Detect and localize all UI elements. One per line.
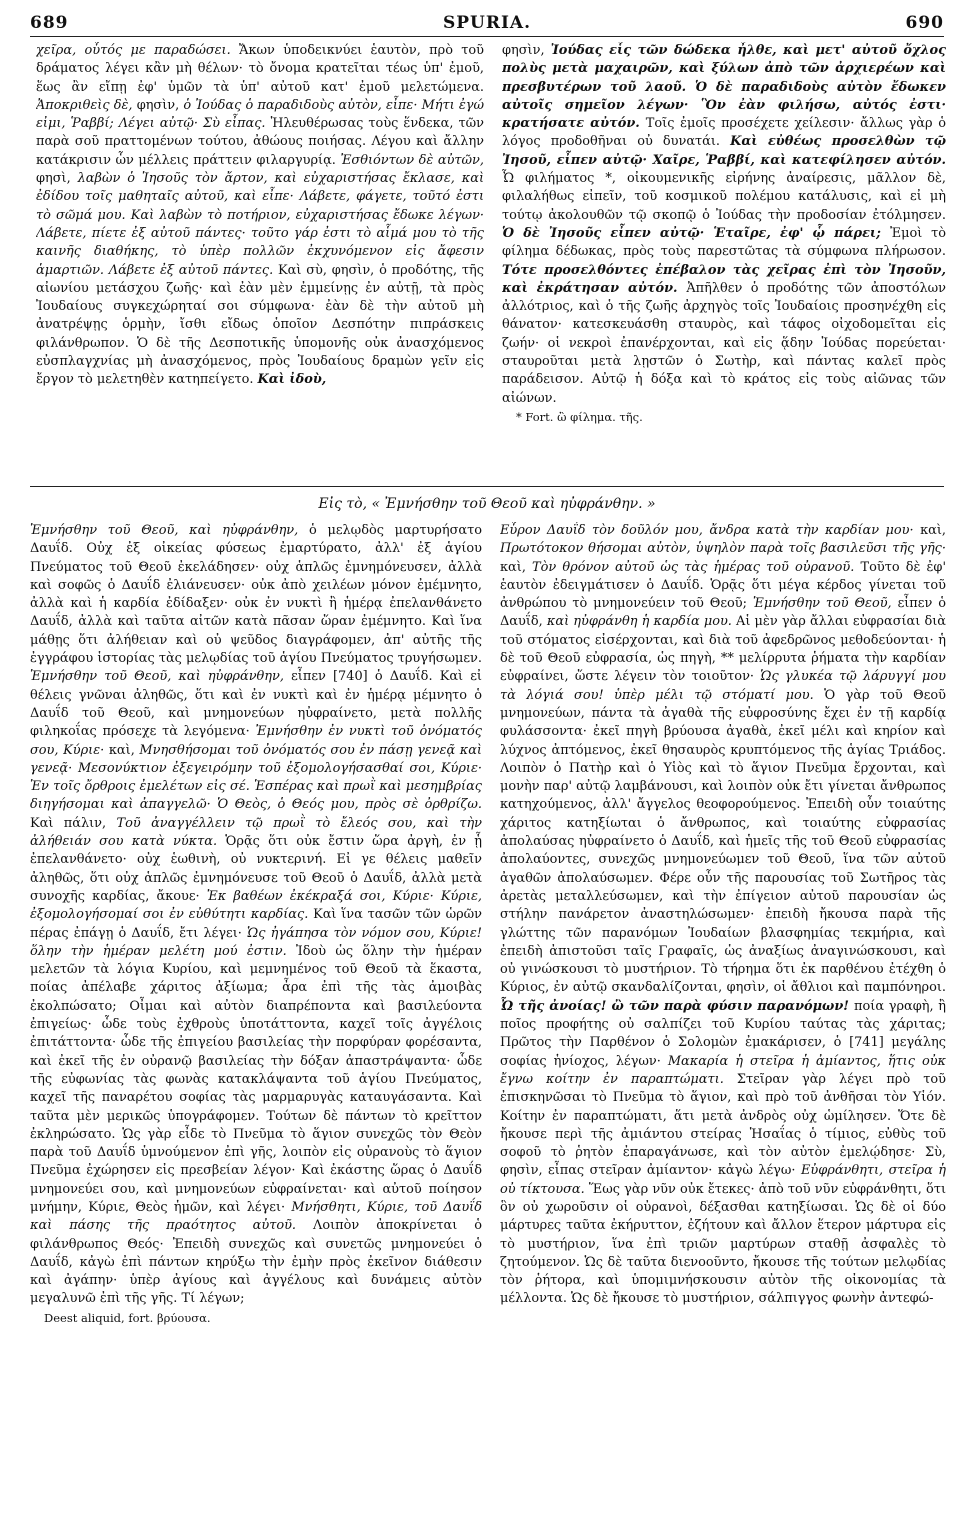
text-run: [740]: [333, 669, 368, 685]
text-run: ὁ μελῳδὸς μαρτυρήσατο Δαυΐδ. Οὐχ ἐξ οἰκείας φύσεως ἐμαρτύρατο, ἀλλ' ἐξ ἁγίου Πνεύματος τοῦ Θεοῦ ἐκελάδησεν· οὐχ ἁπλῶς ἐμνημόνευσεν, ἀλλὰ καὶ σοφῶς ὁ Δαυΐδ ἐλιάνευσεν· οὐκ ἀπὸ χειλέων μόνον ἐμέμνητο, ἀλλὰ καὶ ἡ καρδία ἐδίδαξεν· οὐκ ἐν νυκτὶ ἢ ἡμέρᾳ ἐπελανθάνετο Δαυΐδ, ἀλλὰ καὶ ταῦτα αἰτῶν κατὰ πᾶσαν ὥραν ἐμέμνητο. Καὶ ἵνα μάθῃς ὅτι ἀλήθειαν καὶ οὐ ψεῦδος διαγράφομεν, ἀπ' αὐτῆς τῆς ἐγγράφου ἱστορίας τὰς μελῳδίας τοῦ ἁγίου Πνεύματος τρυγήσωμεν.: [30, 523, 482, 667]
text-run: καὶ,: [108, 742, 140, 758]
text-run: Στεῖραν γὰρ λέγει πρὸ τοῦ ἐπισκηνῶσαι τὸ Πνεῦμα τὸ ἅγιον, καὶ πρὸ τοῦ ἀνθῆσαι τὸν Υἱόν. Κοίτην ἐν παραπτώματι, ἅτι μετὰ ἀνδρὸς οὐχ ὡμίλησεν. Ὅτε δὲ ἤκουσε περὶ τῆς ἀμιάντου στείρας Ἡσαΐας ὁ τίμιος, εὐθὺς τοῦ σοφοῦ τὸ ῥητὸν ἐπαραγάνωσε, καὶ τὸν αὐτὸν ἐμελῴδησε· Σὺ, φησὶν, εἶπας στεῖραν ἀμίαντον· κἀγὼ λέγω·: [500, 1071, 946, 1179]
left-page-number: 689: [30, 13, 69, 33]
text-run: Ὦ τῆς ἀνοίας! ὢ τῶν παρὰ φύσιν παρανόμων!: [500, 998, 855, 1014]
top-left-text: [36, 42, 484, 390]
text-run: φησὶν,: [502, 43, 551, 58]
running-title: SPURIA.: [442, 13, 532, 33]
bottom-left-text: [30, 522, 482, 1309]
text-run: Καὶ σὺ, φησὶν, ὁ προδότης, τῆς αἰωνίου μετάσχου ζωῆς· καὶ ἐὰν μὲν ἐμμείνῃς ἐν αὐτῇ, τὰ πρὸς Ἰουδαίους συγκεχώρηταί σοι σύμφωνα· ἐὰν δὲ τὴν αὐτοῦ μὴ ἀνατρέψῃς ὁρμὴν, ἴσθι εἴδως ὁποῖον Δεσπότην πιπράσκεις φιλάνθρωπον. Ὁ δὲ τῆς Δεσποτικῆς ὑπομονῆς οὐκ ἀνασχόμενος εὐσπλαγχνίας μὴ ἀνασχόμενος, πρὸς Ἰουδαίους δραμὼν γεῖν εἰς ἔργον τὸ μελετηθὲν κατηπείγετο.: [36, 262, 484, 388]
text-run: ποία γραφὴ, ἢ ποῖος προφήτης οὐ σαλπίζει τοῦ Κυρίου ταύτας τὰς χάριτας; Πρῶτος τὴν Παρθένον ὁ Σολομὼν ἐμακάρισεν, ὁ: [500, 998, 946, 1051]
section-divider: [30, 486, 944, 487]
text-run: Ὁ γὰρ τοῦ Θεοῦ μνημονεύων, πάντα τὰ ἀγαθὰ τῆς εὐφροσύνης ἔχει ἐν τῇ καρδίᾳ φυλάσσοντα· ἐκεῖ πηγὴ βρύουσα ἀγαθὰ, ἐκεῖ μέλι καὶ κηρίον καὶ λύχνος ἀπτόμενος, ἐκεῖ θησαυρὸς κρυπτόμενος τῆς ἁγίας Τριάδος. Λοιπὸν ὁ Πατὴρ καὶ ὁ Υἱὸς καὶ τὸ ἅγιον Πνεῦμα ἔρχονται, καὶ μονὴν παρ' αὐτῷ λαμβάνουσι, καὶ λοιπὸν οὐκ ἔτι γίνεται ἄνθρωπος κατηχούμενος, ἀλλ' ἄγγελος θεοφορούμενος. Ἐπειδὴ οὖν τοιαύτης χάριτος κατηξίωται ὁ ἄνθρωπος, καὶ τοιαύτης εὐφρασίας ἀπολαύσας ηὐφραίνετο ὁ Δαυΐδ, καὶ ἡμεῖς τῆς τοῦ Θεοῦ εὐφρασίας ἀπολαύοντες, συνεχῶς μνημονεύωμεν τοῦ Θεοῦ, ἵνα τῶν αὐτοῦ ἀγαθῶν ἀπολαύσωμεν. Φέρε οὖν τῆς παρουσίας τοῦ Σωτῆρος τὰς ἀρετὰς μεταλλεύσωμεν, καὶ τὴν ἐπίγειον αὐτοῦ παρουσίαν ὡς στήλην πανάρετον ἀναστηλώσωμεν· ἐπειδὴ ἤκουσα παρὰ τῆς γλώττης τῶν παρανόμων Ἰουδαίων βλασφημίας τεκμήρια, καὶ ἐπειδὴ ἀπιστοῦσι ταῖς Γραφαῖς, ὡς ἀναξίως ἀναγινώσκουσι, καὶ οὐ γινώσκουσι τὸ μυστήριον. Τὸ τήρημα ὅτι ἐκ παρθένου ἐτέχθη ὁ Κύριος, ἐν αὐτῷ σκανδαλίζονται, φησὶν, οἱ ἄθλιοι καὶ παμπόνηροι.: [500, 687, 946, 996]
text-run: εἶπεν: [291, 669, 334, 685]
top-right-column: [502, 42, 946, 482]
text-run: καὶ,: [920, 523, 946, 538]
text-run: Καὶ πάλιν,: [30, 815, 117, 831]
text-run: Ἐμνήσθην τοῦ Θεοῦ, καὶ ηὐφράνθην,: [30, 669, 292, 685]
text-run: Μνήσθητι, Κύριε, τοῦ Δαυΐδ καὶ πάσης τῆς πραότητος αὐτοῦ.: [30, 1199, 482, 1234]
text-run: Πρωτότοκον θήσομαι αὐτὸν, ὑψηλὸν παρὰ τοῖς βασιλεῦσι τῆς γῆς·: [500, 541, 946, 557]
text-run: εἶπεν ὁ Δαυΐδ,: [500, 596, 946, 630]
bottom-left-column: [30, 522, 482, 1530]
text-run: μεγάλης σοφίας ἡνίοχος, λέγων·: [500, 1035, 946, 1069]
text-run: Καὶ ἰδοὺ,: [257, 372, 327, 388]
text-run: φησὶ,: [36, 171, 78, 187]
text-run: Λοιπὸν ἀποκρίνεται ὁ φιλάνθρωπος Θεός· Ἐπειδὴ συνεχῶς καὶ συνετῶς μνημονεύει ὁ Δαυΐδ, κἀγὼ ἐπὶ πάντων κηρύξω τὴν ἐμὴν πρὸς ἐκεῖνον διάθεσιν καὶ ἀγάπην· ὑπὲρ ἀγίους καὶ ἀγγέλους καὶ δυνάμεις αὐτὸν μεγαλυνῶ ἐπὶ τῆς γῆς. Τί λέγων;: [30, 1218, 482, 1307]
section-title: Εἰς τὸ, « Ἐμνήσθην τοῦ Θεοῦ καὶ ηὐφράνθην. »: [318, 496, 656, 512]
text-run: Ὦ φιλήματος *, οἰκουμενικῆς εἰρήνης ἀναίρεσις, μᾶλλον δὲ, φιλαλήθως εἰπεῖν, τοῦ κοσμικοῦ πολέμου κατάλυσις, καὶ εἰ μὴ τούτῳ ἀκολουθῶν τῷ σκοπῷ ὁ Ἰούδας τὴν προδοσίαν ἐτόλμησεν.: [502, 171, 946, 223]
top-left-column: [36, 42, 484, 482]
page-header: [30, 10, 944, 37]
text-run: Ἰούδας εἷς τῶν δώδεκα ἦλθε, καὶ μετ' αὐτοῦ ὄχλος πολὺς μετὰ μαχαιρῶν, καὶ ξύλων ἀπὸ τῶν ἀρχιερέων καὶ πρεσβυτέρων τοῦ λαοῦ. Ὁ δὲ παραδιδοὺς αὐτὸν ἔδωκεν αὐτοῖς σημεῖον λέγων· Ὃν ἐὰν φιλήσω, αὐτός ἐστι· κρατήσατε αὐτόν.: [502, 43, 946, 132]
bottom-left-footnote: Deest aliquid, fort. βρύουσα.: [44, 1310, 211, 1325]
top-right-footnote: * Fort. ὢ φίλημα. τῆς.: [516, 409, 643, 424]
text-run: Ἕως γὰρ νῦν οὐκ ἔτεκες· ἀπὸ τοῦ νῦν εὐφράνθητι, ὅτι ὃν οὐ χωροῦσιν οἱ οὐρανοὶ, δέξασθαι κατηξίωσαι. Ὡς δὲ οἱ δύο μάρτυρες ταῦτα ἐκήρυττον, ἐζήτουν καὶ ἄλλον ἕτερον μάρτυρα εἰς τὸ μυστήριον, ἵνα ἐπὶ τριῶν μαρτύρων σταθῇ ἀσφαλὲς τὸ ζητούμενον. Ὡς δὲ ταῦτα διενοοῦντο, ἤκουσε τῆς τούτων μελῳδίας τὸν ῥήτορα, καὶ ὑπομιμνήσκουσιν αὐτὸν τῆς οἰκονομίας τὰ μέλλοντα. Ὡς δὲ ἤκουσε τὸ μυστήριον, σάλπιγγος φωνὴν ἀντεφώ-: [500, 1181, 946, 1307]
text-run: Ὁ δὲ Ἰησοῦς εἶπεν αὐτῷ· Ἑταῖρε, ἐφ' ᾧ πάρει;: [502, 225, 891, 241]
text-run: Ἐμοὶ τὸ φίλημα δέδωκας, πρὸς τοὺς παρεστῶτας τὰ σύμφωνα πλήρωσον.: [502, 225, 946, 260]
text-run: Ἠλευθέρωσας τοὺς ἕνδεκα, τῶν παρὰ σοῦ πραττομένων τούτου, ἀθώους ποιήσας. Λέγου καὶ ἄλλην κατάκρισιν ὧν μέλλεις πράττειν φιλαργυρίᾳ.: [36, 116, 484, 168]
text-run: ὁ Δαυΐδ. Καὶ εἰ θέλεις γνῶναι ἀληθῶς, ὅτι καὶ ἐν νυκτὶ καὶ ἐν ἡμέρᾳ μέμνητο ὁ Δαυΐδ τοῦ Θεοῦ, καὶ μνημονεύων ηὐφραίνετο, μετὰ πολλῆς φιληκοΐας πρόσεχε τὰ λεγόμενα·: [30, 669, 482, 740]
text-run: Ὡς γλυκέα τῷ λάρυγγί μου τὰ λόγιά σου! ὑπὲρ μέλι τῷ στόματί μου.: [500, 669, 946, 703]
text-run: Ὁρᾷς ὅτι οὐκ ἔστιν ὥρα ἀργὴ, ἐν ᾗ ἐπελανθάνετο· οὐχ ἑωθινὴ, οὐ νυκτερινή. Εἰ γε θέλεις μαθεῖν ἀληθῶς, ὅτι οὐχ ἁπλῶς ἐμνημόνευσε τοῦ Θεοῦ ὁ Δαυΐδ, ἀλλὰ μετὰ συνοχῆς καρδίας, ἄκουε·: [30, 834, 482, 904]
text-run: Καὶ εὐθέως προσελθὼν τῷ Ἰησοῦ, εἶπεν αὐτῷ· Χαῖρε, Ῥαββί, καὶ κατεφίλησεν αὐτόν.: [502, 134, 946, 168]
text-run: Μνησθήσομαι τοῦ ὀνόματός σου ἐν πάσῃ γενεᾷ καὶ γενεᾷ· Μεσονύκτιον ἐξεγειρόμην τοῦ ἐξομολογήσασθαί σοι, Κύριε· Ἐν τοῖς ὄρθροις ἐμελέτων εἰς σέ. Ἑσπέρας καὶ πρωῒ καὶ μεσημβρίας διηγήσομαι καὶ ἀπαγγελῶ· Ὁ Θεὸς, ὁ Θεός μου, πρὸς σὲ ὀρθρίζω.: [30, 742, 482, 813]
text-run: Καὶ ἵνα τασῶν τῶν ὡρῶν πέρας ἐπάγῃ ὁ Δαυΐδ, ἔτι λέγει·: [30, 907, 482, 941]
text-run: Ἰδοὺ ὡς ὅλην τὴν ἡμέραν μελετῶν τὰ λόγια Κυρίου, καὶ μεμνημένος τοῦ Θεοῦ τὰ ἕκαστα, ποίας ἀπέλαβε χάριτος ἀξίωμα; ἆρα ἐπὶ τῆς τὰς ἀμοιβὰς ἐκολπώσατο; Οἶμαι καὶ αὐτὸν διαπρέποντα καὶ βασιλεύοντα ἐπιγείως· ὧδε τοὺς ἐχθροὺς ὑποτάττοντα, καχεῖ τοῖς ἀγγέλοις ἐπιτάττοντα· ὧδε τῆς ἐπιγείου βασιλείας τὴν πορφύραν φορέσαντα, καὶ ἐκεῖ τῆς ἐν οὐρανῷ βασιλείας τὴν δόξαν ἀπαστράψαντα· ὧδε τῆς εὐφωνίας τὰς φωνὰς κατακλάψαντα τοῦ ἁγίου Πνεύματος, καχεῖ τῆς παναρέτου σοφίας τὰς μαρμαρυγὰς καταυγάσαντα. Καὶ ταῦτα μὲν μερικῶς ὑπογράφομεν. Τούτων δὲ πάντων τὸ κρεῖττον ἐκληρώσατο. Ὡς γὰρ εἶδε τὸ Πνεῦμα τὸ ἅγιον συνεχῶς τὸν Θεὸν παρὰ τοῦ Δαυΐδ ὑμνούμενον ἐπὶ γῆς, λοιπὸν εἰς οὐρανοὺς τὸ ἅγιον Πνεῦμα ἐχώρησεν εἰς πρεσβείαν λέγον·: [30, 943, 482, 1179]
text-run: Τοῖς ἐμοῖς προσέχετε χείλεσιν· ἄλλως γὰρ ὁ λόγος προδοθῆναι οὐ δυνατάι.: [502, 116, 946, 150]
text-run: Τὸν θρόνον αὐτοῦ ὡς τὰς ἡμέρας τοῦ οὐρανοῦ.: [532, 559, 861, 575]
text-run: ἐκάστης ὥρας ὁ Δαυΐδ μνημονεύει σου, καὶ μνημονεύων εὐφραίνεται· καὶ αὐτοῦ ποίησον μνήμην, Κύριε, Θεὸς ἡμῶν, καὶ λέγει·: [30, 1163, 482, 1215]
text-run: [741]: [849, 1035, 884, 1051]
text-run: Ἀποκριθεὶς δὲ,: [36, 97, 137, 113]
text-run: Τότε προσελθόντες ἐπέβαλον τὰς χεῖρας ἐπὶ τὸν Ἰησοῦν, καὶ ἐκράτησαν αὐτόν.: [502, 262, 946, 296]
text-run: λαβὼν ὁ Ἰησοῦς τὸν ἄρτον, καὶ εὐχαριστήσας ἔκλασε, καὶ ἐδίδου τοῖς μαθηταῖς αὐτοῦ, καὶ εἶπε· Λάβετε, φάγετε, τοῦτό ἐστι τὸ σῶμά μου. Καὶ λαβὼν τὸ ποτήριον, εὐχαριστήσας ἔδωκε λέγων· Λάβετε, πίετε ἐξ αὐτοῦ πάντες· τοῦτο γάρ ἐστι τὸ αἷμά μου τὸ τῆς καινῆς διαθήκης, τὸ ὑπὲρ πολλῶν ἐκχυνόμενον εἰς ἄφεσιν ἁμαρτιῶν. Λάβετε ἐξ αὐτοῦ πάντες.: [36, 171, 484, 278]
text-run: Εὐφράνθητι, στεῖρα ἡ οὐ τίκτουσα.: [500, 1163, 946, 1197]
text-run: Ἀπῆλθεν ὁ προδότης τῶν ἀποστόλων ἀλλότριος, καὶ ὁ τῆς ζωῆς ἀρχηγὸς τοῖς Ἰουδαίοις προσηνέχθη εἰς θάνατον· κατεσκευάσθη σταυρὸς, καὶ τάφος οἰχοδομεῖται εἰς ζωήν· οἱ νεκροὶ ἐπανέρχονται, καὶ εἰς ᾅδην Ἰούδας πορεύεται· σταυροῦται μετὰ λῃστῶν ὁ Σωτὴρ, καὶ πάντας καλεῖ πρὸς παράδεισον. Αὐτῷ ἡ δόξα καὶ τὸ κράτος εἰς τοὺς αἰῶνας τῶν αἰώνων.: [502, 280, 946, 406]
text-run: χεῖρα, οὗτός με παραδώσει.: [36, 43, 240, 58]
text-run: φησὶν,: [136, 97, 184, 113]
text-run: Καὶ: [301, 1163, 325, 1179]
text-run: Μακαρία ἡ στεῖρα ἡ ἀμίαντος, ἥτις οὐκ ἔγνω κοίτην ἐν παραπτώματι.: [500, 1053, 946, 1087]
text-run: Τοῦτο δὲ ἐφ' ἑαυτὸν ἐδειγμάτισεν ὁ Δαυΐδ. Ὁρᾷς ὅτι μέγα κέρδος γίνεται τοῦ ἀνθρώπου τὸ μνημονεύειν τοῦ Θεοῦ;: [500, 559, 946, 612]
text-run: Ἐμνήσθην ἐν νυκτὶ τοῦ ὀνόματός σου, Κύριε·: [30, 724, 482, 758]
text-run: Αἱ μὲν γὰρ ἄλλαι εὐφρασίαι διὰ τοῦ στόματος εἰσέρχονται, καὶ διὰ τοῦ ἀφεδρῶνος μεθοδεύονται· ἡ δὲ τοῦ Θεοῦ εὐφρασία, ὡς πηγὴ, ** μελίρρυτα ῥήματα τὴν καρδίαν εὐφραίνει, ὥστε λέγειν τὸν τοιοῦτον·: [500, 614, 946, 685]
text-run: ὁ Ἰούδας ὁ παραδιδοὺς αὐτὸν, εἶπε· Μήτι ἐγώ εἰμι, Ῥαββί; Λέγει αὐτῷ· Σὺ εἶπας.: [36, 97, 484, 132]
text-run: Ἐμνήσθην τοῦ Θεοῦ, καὶ ηὐφράνθην,: [30, 523, 309, 538]
text-run: Ἄκων ὑποδεικνύει ἑαυτὸν, πρὸ τοῦ δράματος λέγει κἂν μὴ θέλων· τὸ ὄνομα κρατεῖται τέως ὑπ' ἐμοῦ, ἕως ἂν εἴπῃ ἐφ' ὑμῶν τὰ ὑπ' αὐτοῦ κατ' ἐμοῦ μελετώμενα.: [36, 43, 484, 95]
text-run: Ἐμνήσθην τοῦ Θεοῦ,: [752, 596, 898, 612]
text-run: Εὗρον Δαυΐδ τὸν δοῦλόν μου, ἄνδρα κατὰ τὴν καρδίαν μου·: [500, 523, 921, 538]
text-run: καὶ ηὐφράνθη ἡ καρδία μου.: [546, 614, 737, 630]
bottom-right-text: [500, 522, 946, 1309]
text-run: Τοῦ ἀναγγέλλειν τῷ πρωῒ τὸ ἔλεός σου, καὶ τὴν ἀλήθειάν σου κατὰ νύκτα.: [30, 815, 482, 850]
text-run: Ὡς ἠγάπησα τὸν νόμον σου, Κύριε! ὅλην τὴν ἡμέραν μελέτη μού ἐστιν.: [30, 925, 482, 959]
text-run: καὶ,: [500, 559, 533, 575]
bottom-right-column: [500, 522, 946, 1530]
top-right-text: [502, 42, 946, 408]
right-page-number: 690: [905, 13, 944, 33]
text-run: Ἐκ βαθέων ἐκέκραξά σοι, Κύριε· Κύριε, ἐξομολογήσομαί σοι ἐν εὐθύτητι καρδίας.: [30, 888, 482, 923]
text-run: Ἐσθιόντων δὲ αὐτῶν,: [340, 152, 484, 168]
